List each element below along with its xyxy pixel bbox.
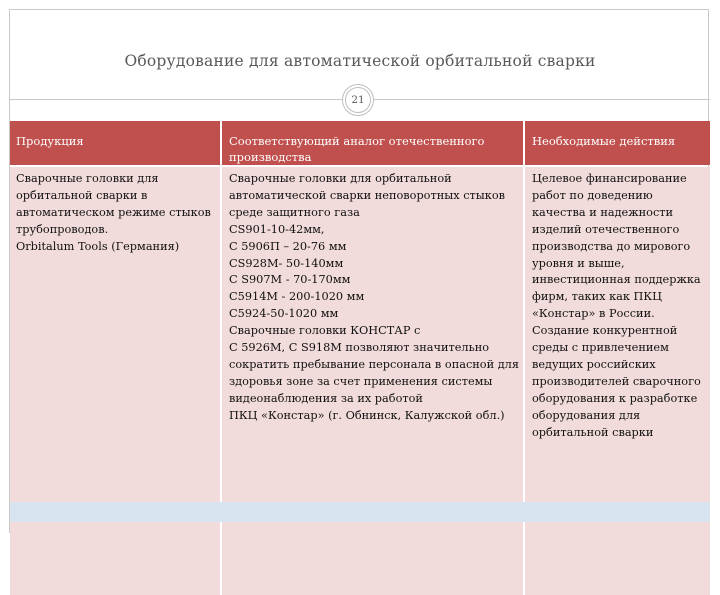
cell-products: [16, 171, 211, 256]
cell-line: С5924-50-1020 мм: [229, 307, 339, 321]
cell-line: Целевое финансирование: [532, 172, 687, 185]
page-number-badge: [342, 84, 374, 116]
cell-line: инвестиционная поддержка: [532, 273, 701, 287]
cell-domestic-analog: [229, 171, 519, 425]
cell-line: производителей сварочного: [532, 374, 701, 388]
cell-line: Сварочные головки для: [16, 172, 159, 185]
cell-line: автоматической сварки неповоротных стыков: [229, 188, 506, 202]
cell-line: изделий отечественного: [532, 222, 680, 236]
cell-line: оборудования к разработке: [532, 391, 698, 405]
cell-line: С S907M - 70-170мм: [229, 273, 351, 287]
cell-line: Orbitalum Tools (Германия): [16, 239, 180, 253]
header-domestic-analog: Соответствующий аналог отечественного производства: [229, 134, 485, 164]
cell-line: Сварочные головки для орбитальной: [229, 172, 452, 185]
page-number: 21: [345, 87, 371, 113]
cell-line: сократить пребывание персонала в опасной для: [229, 357, 519, 371]
cell-line: производства до мирового: [532, 239, 691, 253]
column-divider: [220, 121, 222, 595]
cell-line: ПКЦ «Констар» (г. Обнинск, Калужской обл.): [229, 408, 505, 422]
cell-line: среде защитного газа: [229, 205, 360, 219]
cell-line: автоматическом режиме стыков: [16, 205, 211, 219]
footer-bar: [10, 502, 710, 522]
cell-line: С 5906П – 20-76 мм: [229, 239, 347, 253]
cell-line: CS901-10-42мм,: [229, 222, 325, 236]
header-products: Продукция: [16, 134, 84, 148]
cell-line: фирм, таких как ПКЦ: [532, 290, 663, 304]
cell-line: видеонаблюдения за их работой: [229, 391, 423, 405]
cell-line: орбитальной сварки: [532, 425, 654, 439]
cell-line: трубопроводов.: [16, 222, 109, 236]
cell-line: уровня и выше,: [532, 256, 625, 270]
cell-line: среды с привлечением: [532, 341, 669, 355]
cell-line: качества и надежности: [532, 205, 674, 219]
cell-line: С 5926М, С S918M позволяют значительно: [229, 341, 490, 355]
cell-line: ведущих российских: [532, 357, 656, 371]
cell-line: «Констар» в России.: [532, 307, 655, 321]
cell-line: Создание конкурентной: [532, 324, 678, 338]
header-required-actions: Необходимые действия: [532, 134, 676, 148]
cell-line: оборудования для: [532, 408, 641, 422]
cell-line: С5914М - 200-1020 мм: [229, 290, 365, 304]
column-divider: [523, 121, 525, 595]
cell-line: CS928М- 50-140мм: [229, 256, 344, 270]
cell-line: Сварочные головки КОНСТАР с: [229, 324, 421, 338]
cell-required-actions: [532, 171, 701, 442]
cell-line: здоровья зоне за счет применения системы: [229, 374, 493, 388]
slide-title: Оборудование для автоматической орбитальной сварки: [124, 52, 596, 70]
cell-line: орбитальной сварки в: [16, 188, 148, 202]
cell-line: работ по доведению: [532, 188, 653, 202]
